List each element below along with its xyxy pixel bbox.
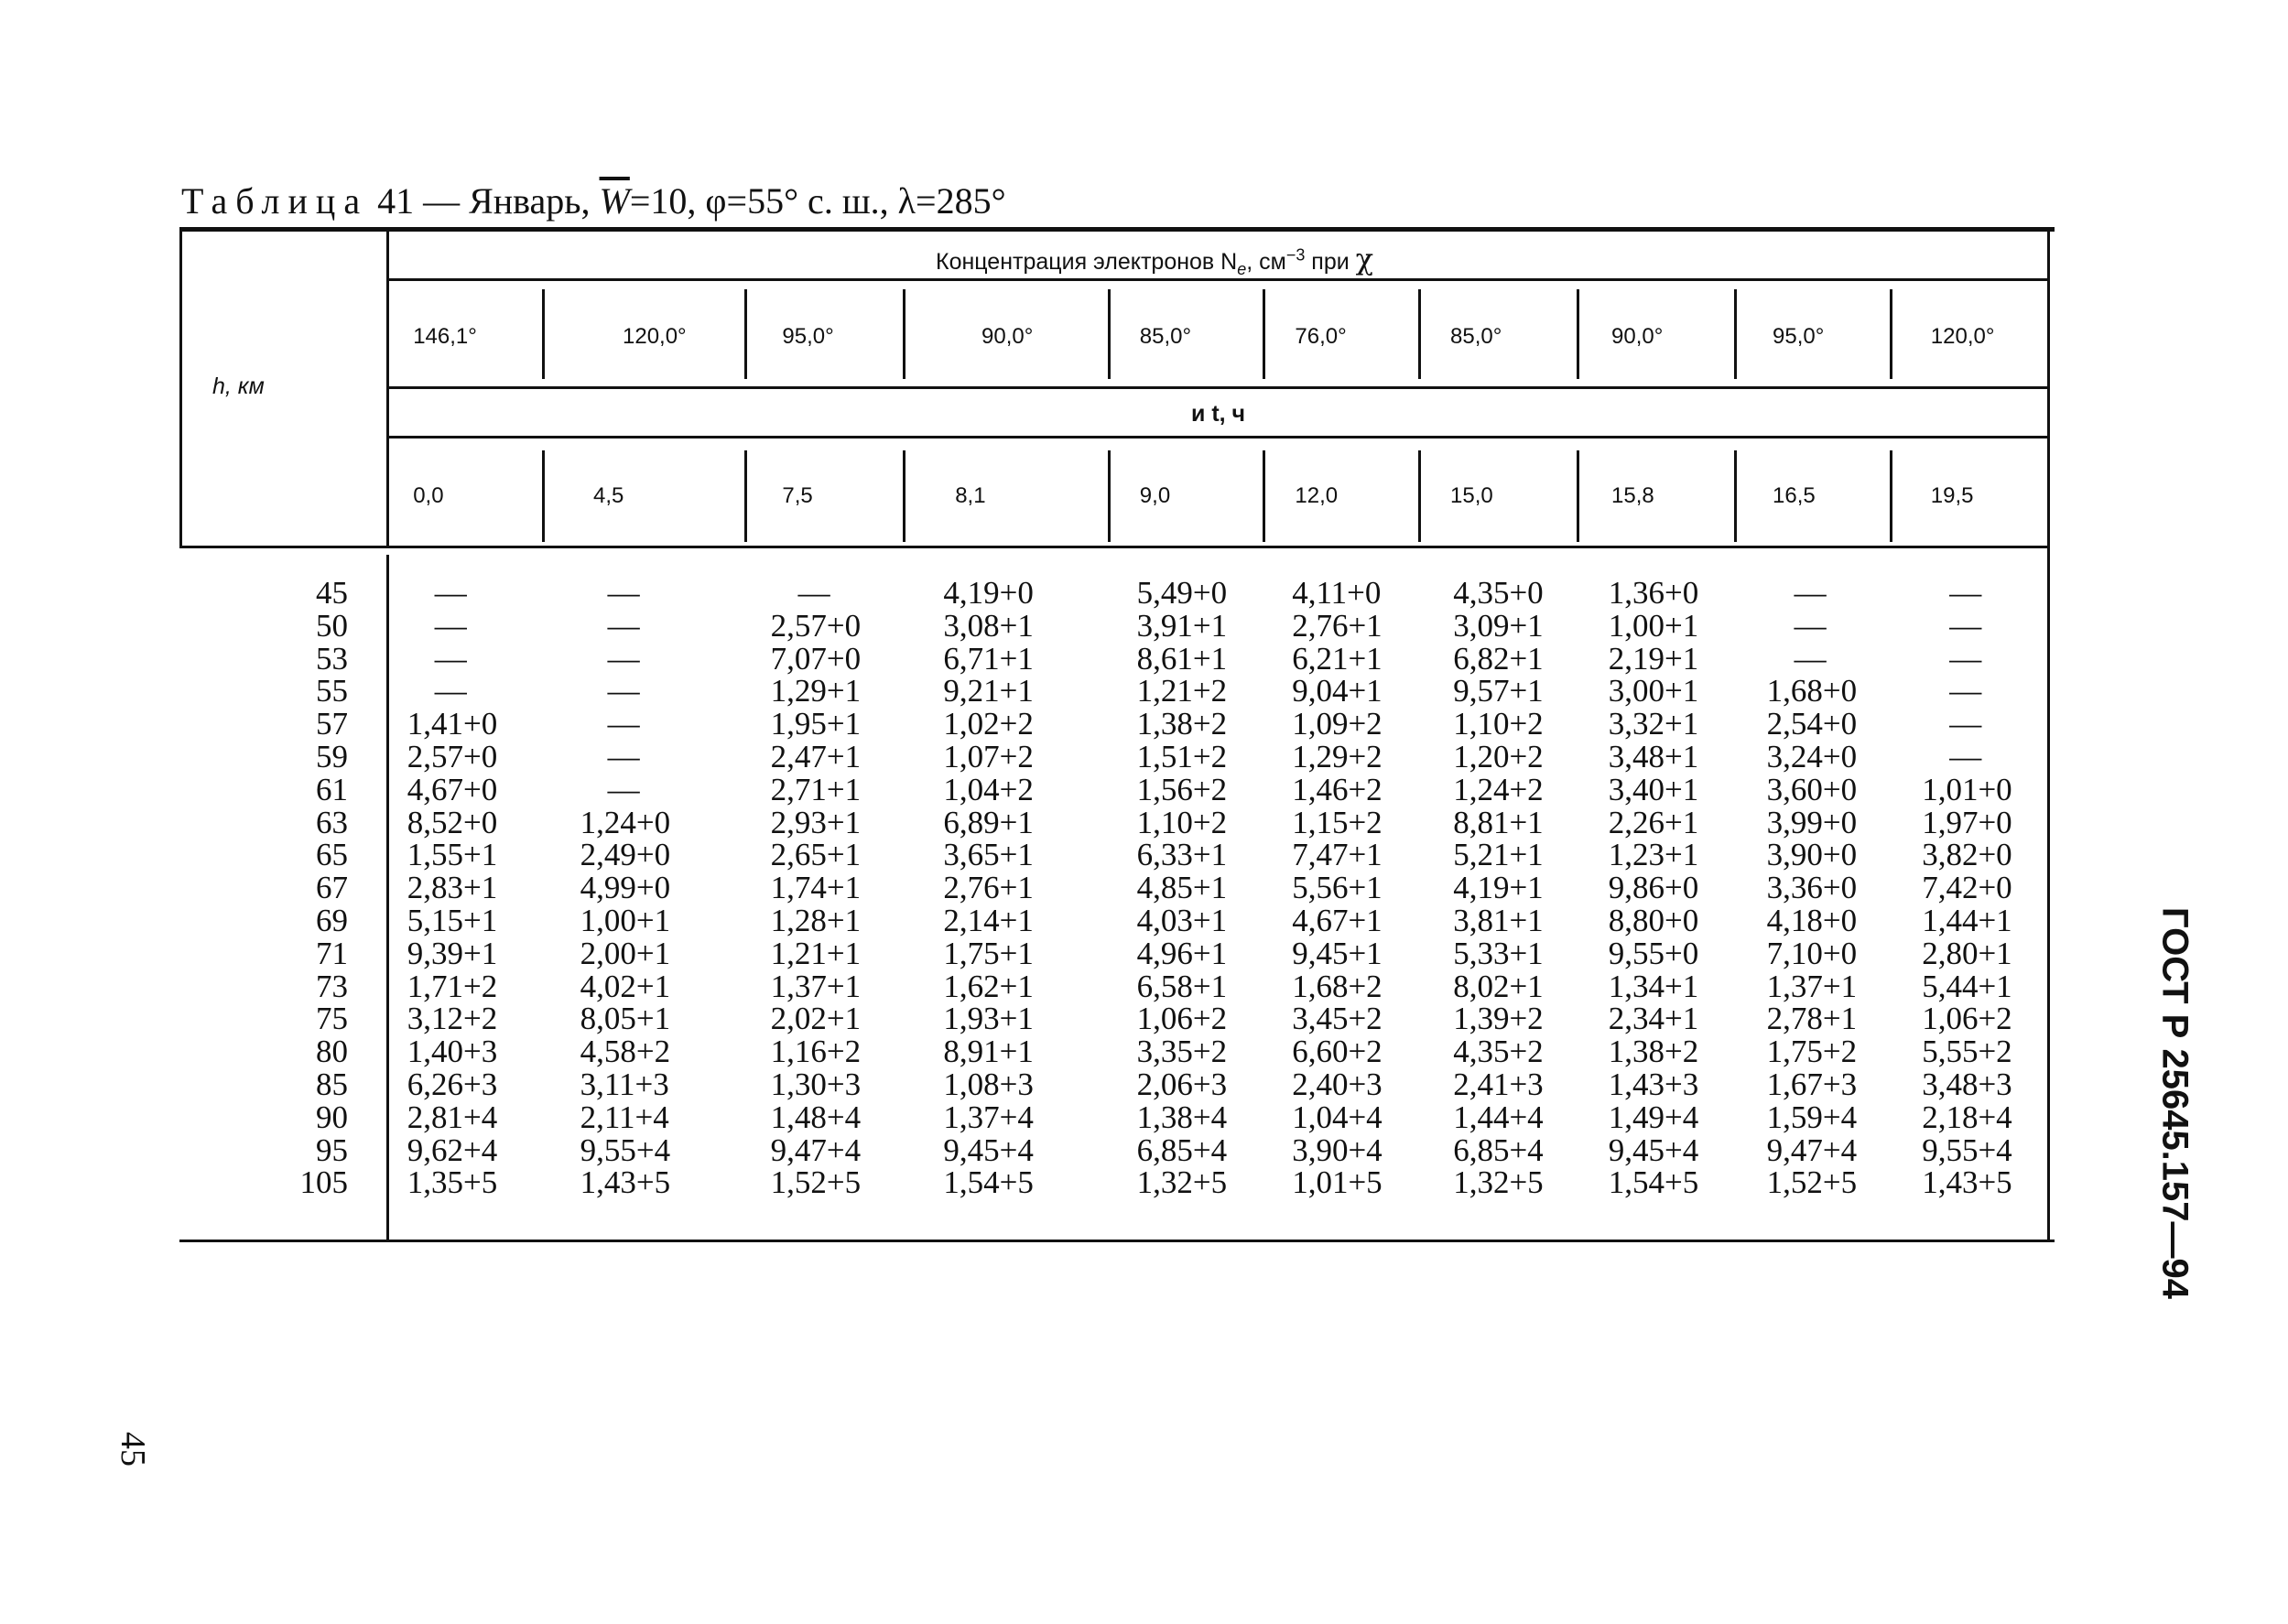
concentration-value: 3,82+0 — [1922, 837, 2012, 873]
concentration-value: 1,30+3 — [770, 1066, 862, 1102]
column-divider — [1734, 450, 1737, 542]
concentration-value: 4,85+1 — [1136, 870, 1228, 906]
chi-value: 95,0° — [782, 324, 834, 349]
column-divider — [903, 289, 905, 379]
column-divider — [1108, 289, 1111, 379]
chi-value: 120,0° — [623, 324, 687, 349]
concentration-value: 1,37+1 — [770, 968, 862, 1004]
concentration-value: 9,55+0 — [1608, 935, 1699, 971]
concentration-value: 1,54+5 — [943, 1164, 1034, 1201]
concentration-value: 1,10+2 — [1453, 706, 1544, 742]
concentration-value: 1,49+4 — [1608, 1099, 1699, 1135]
concentration-unit: , см — [1246, 249, 1286, 275]
concentration-value: 2,02+1 — [770, 1001, 862, 1037]
column-divider — [1890, 289, 1892, 379]
concentration-value: — — [1949, 607, 1982, 644]
column-divider — [542, 289, 545, 379]
concentration-value: 2,47+1 — [770, 739, 862, 774]
concentration-value: 1,97+0 — [1922, 804, 2012, 840]
page-number: 45 — [114, 1432, 152, 1467]
h-value: 73 — [316, 968, 348, 1004]
concentration-value: 3,35+2 — [1136, 1034, 1228, 1070]
concentration-value: 1,39+2 — [1453, 1001, 1544, 1037]
concentration-value: — — [1794, 640, 1827, 677]
concentration-value: 9,45+4 — [943, 1131, 1034, 1168]
concentration-value: — — [607, 640, 640, 677]
h-value: 85 — [316, 1066, 348, 1102]
t-value: 15,0 — [1450, 483, 1493, 508]
concentration-value: 1,48+4 — [770, 1099, 862, 1135]
h-value: 75 — [316, 1001, 348, 1037]
concentration-value: 4,35+0 — [1453, 575, 1544, 611]
concentration-value: 1,21+2 — [1136, 673, 1228, 709]
h-value: 80 — [316, 1034, 348, 1070]
concentration-value: 8,80+0 — [1608, 903, 1699, 938]
concentration-value: 2,26+1 — [1608, 804, 1699, 840]
concentration-value: 4,03+1 — [1136, 903, 1228, 938]
concentration-value: 3,36+0 — [1766, 870, 1858, 906]
concentration-value: 1,43+5 — [580, 1164, 671, 1201]
concentration-subscript: e — [1237, 260, 1247, 278]
t-value: 15,8 — [1611, 483, 1654, 508]
concentration-value: — — [1794, 575, 1827, 611]
concentration-value: 4,99+0 — [580, 870, 671, 906]
concentration-value: 1,34+1 — [1608, 968, 1699, 1004]
concentration-value: 6,85+4 — [1136, 1131, 1228, 1168]
concentration-value: 4,35+2 — [1453, 1034, 1544, 1070]
concentration-value: 1,68+2 — [1292, 968, 1383, 1004]
concentration-value: 6,82+1 — [1453, 640, 1544, 677]
h-value: 90 — [316, 1099, 348, 1135]
concentration-value: — — [1949, 640, 1982, 677]
concentration-value: 5,44+1 — [1922, 968, 2012, 1004]
chi-value: 76,0° — [1295, 324, 1347, 349]
concentration-value: 9,21+1 — [943, 673, 1034, 709]
concentration-value: 1,01+0 — [1922, 771, 2012, 807]
concentration-value: 2,78+1 — [1766, 1001, 1858, 1037]
concentration-value: 1,41+0 — [407, 706, 498, 742]
h-value: 63 — [316, 804, 348, 840]
chi-value: 146,1° — [413, 324, 477, 349]
concentration-value: 1,07+2 — [943, 739, 1034, 774]
concentration-value: 9,47+4 — [1766, 1131, 1858, 1168]
concentration-value: — — [1949, 673, 1982, 709]
concentration-value: 9,55+4 — [1922, 1131, 2012, 1168]
caption-number-month: 41 — Январь, — [368, 180, 600, 222]
concentration-value: — — [434, 575, 467, 611]
concentration-value: 4,96+1 — [1136, 935, 1228, 971]
left-border-header — [179, 227, 182, 546]
h-value: 105 — [299, 1164, 348, 1201]
concentration-value: 5,15+1 — [407, 903, 498, 938]
concentration-value: 4,58+2 — [580, 1034, 671, 1070]
concentration-value: 2,00+1 — [580, 935, 671, 971]
column-divider — [1263, 289, 1265, 379]
concentration-value: 3,45+2 — [1292, 1001, 1383, 1037]
concentration-value: 1,04+4 — [1292, 1099, 1383, 1135]
concentration-value: 2,57+0 — [770, 607, 862, 644]
concentration-value: 3,91+1 — [1136, 607, 1228, 644]
h-value: 95 — [316, 1131, 348, 1168]
h-value: 69 — [316, 903, 348, 938]
concentration-value: 1,04+2 — [943, 771, 1034, 807]
concentration-value: 2,14+1 — [943, 903, 1034, 938]
caption-params: =10, φ=55° с. ш., λ=285° — [629, 180, 1006, 222]
concentration-exponent: −3 — [1285, 245, 1306, 265]
concentration-value: 1,71+2 — [407, 968, 498, 1004]
column-divider — [744, 289, 747, 379]
concentration-value: 3,60+0 — [1766, 771, 1858, 807]
concentration-value: 5,55+2 — [1922, 1034, 2012, 1070]
concentration-value: 6,89+1 — [943, 804, 1034, 840]
concentration-value: 2,06+3 — [1136, 1066, 1228, 1102]
concentration-value: 1,29+2 — [1292, 739, 1383, 774]
concentration-value: 3,32+1 — [1608, 706, 1699, 742]
concentration-value: 3,00+1 — [1608, 673, 1699, 709]
concentration-value: 1,74+1 — [770, 870, 862, 906]
t-value: 19,5 — [1930, 483, 1974, 508]
concentration-value: 8,61+1 — [1136, 640, 1228, 677]
concentration-value: 3,81+1 — [1453, 903, 1544, 938]
concentration-value: 1,46+2 — [1292, 771, 1383, 807]
column-divider — [542, 450, 545, 542]
concentration-value: — — [1949, 575, 1982, 611]
concentration-value: — — [607, 706, 640, 742]
t-value: 16,5 — [1773, 483, 1816, 508]
concentration-value: — — [607, 607, 640, 644]
concentration-value: 1,93+1 — [943, 1001, 1034, 1037]
concentration-value: 1,38+2 — [1136, 706, 1228, 742]
concentration-value: — — [1949, 706, 1982, 742]
concentration-value: 4,19+0 — [943, 575, 1034, 611]
concentration-value: — — [434, 607, 467, 644]
concentration-value: 4,02+1 — [580, 968, 671, 1004]
concentration-value: 2,40+3 — [1292, 1066, 1383, 1102]
document-code: ГОСТ Р 25645.157—94 — [2154, 906, 2196, 1300]
concentration-value: 1,67+3 — [1766, 1066, 1858, 1102]
concentration-value: 1,56+2 — [1136, 771, 1228, 807]
concentration-value: 2,11+4 — [580, 1099, 669, 1135]
concentration-value: 5,49+0 — [1136, 575, 1228, 611]
concentration-value: 9,55+4 — [580, 1131, 671, 1168]
column-divider — [1418, 289, 1421, 379]
column-divider — [1890, 450, 1892, 542]
concentration-value: 3,48+1 — [1608, 739, 1699, 774]
concentration-value: 3,09+1 — [1453, 607, 1544, 644]
concentration-value: 1,54+5 — [1608, 1164, 1699, 1201]
concentration-value: 5,21+1 — [1453, 837, 1544, 873]
concentration-value: 3,11+3 — [580, 1066, 669, 1102]
concentration-value: 1,00+1 — [1608, 607, 1699, 644]
concentration-value: 2,34+1 — [1608, 1001, 1699, 1037]
concentration-value: 8,02+1 — [1453, 968, 1544, 1004]
concentration-value: 9,45+1 — [1292, 935, 1383, 971]
h-value: 55 — [316, 673, 348, 709]
h-value: 71 — [316, 935, 348, 971]
concentration-value: 7,07+0 — [770, 640, 862, 677]
concentration-value: 3,08+1 — [943, 607, 1034, 644]
concentration-value: 6,60+2 — [1292, 1034, 1383, 1070]
concentration-value: — — [434, 673, 467, 709]
t-hours-header: и t, ч — [1191, 401, 1246, 427]
column-divider — [1734, 289, 1737, 379]
concentration-value: 1,59+4 — [1766, 1099, 1858, 1135]
concentration-value: 1,44+1 — [1922, 903, 2012, 938]
chi-value: 90,0° — [1611, 324, 1664, 349]
concentration-value: 8,91+1 — [943, 1034, 1034, 1070]
concentration-value: 1,23+1 — [1608, 837, 1699, 873]
data-table — [179, 227, 2055, 1245]
concentration-value: 1,02+2 — [943, 706, 1034, 742]
concentration-value: 1,28+1 — [770, 903, 862, 938]
concentration-value: 1,06+2 — [1922, 1001, 2012, 1037]
h-value: 50 — [316, 607, 348, 644]
concentration-value: 9,04+1 — [1292, 673, 1383, 709]
concentration-value: 1,15+2 — [1292, 804, 1383, 840]
concentration-value: 1,38+4 — [1136, 1099, 1228, 1135]
concentration-value: 9,39+1 — [407, 935, 498, 971]
concentration-value: 2,65+1 — [770, 837, 862, 873]
h-column-divider-header — [386, 227, 389, 546]
concentration-value: 4,19+1 — [1453, 870, 1544, 906]
concentration-value: 2,76+1 — [1292, 607, 1383, 644]
concentration-value: 8,52+0 — [407, 804, 498, 840]
concentration-value: 1,35+5 — [407, 1164, 498, 1201]
concentration-value: 3,12+2 — [407, 1001, 498, 1037]
concentration-value: 2,18+4 — [1922, 1099, 2012, 1135]
concentration-value: — — [607, 673, 640, 709]
concentration-value: 2,41+3 — [1453, 1066, 1544, 1102]
concentration-header — [936, 242, 1373, 279]
table-caption — [181, 179, 1006, 222]
concentration-value: — — [434, 640, 467, 677]
column-divider — [1418, 450, 1421, 542]
h-value: 45 — [316, 575, 348, 611]
h-value: 67 — [316, 870, 348, 906]
concentration-value: 1,62+1 — [943, 968, 1034, 1004]
concentration-value: — — [607, 771, 640, 807]
concentration-value: 1,55+1 — [407, 837, 498, 873]
concentration-at: при — [1305, 249, 1356, 275]
chi-value: 90,0° — [981, 324, 1034, 349]
concentration-value: 1,75+1 — [943, 935, 1034, 971]
concentration-value: 1,37+1 — [1766, 968, 1858, 1004]
concentration-value: 1,43+3 — [1608, 1066, 1699, 1102]
concentration-value: 1,52+5 — [1766, 1164, 1858, 1201]
concentration-value: 8,81+1 — [1453, 804, 1544, 840]
concentration-value: 9,62+4 — [407, 1131, 498, 1168]
concentration-value: 3,65+1 — [943, 837, 1034, 873]
concentration-label: Концентрация электронов N — [936, 249, 1238, 275]
concentration-value: 4,67+1 — [1292, 903, 1383, 938]
concentration-value: 1,38+2 — [1608, 1034, 1699, 1070]
concentration-value: 2,80+1 — [1922, 935, 2012, 971]
t-value: 0,0 — [413, 483, 444, 508]
concentration-value: 1,08+3 — [943, 1066, 1034, 1102]
concentration-value: 4,11+0 — [1292, 575, 1382, 611]
concentration-value: 4,18+0 — [1766, 903, 1858, 938]
concentration-value: 2,57+0 — [407, 739, 498, 774]
table-bottom-rule — [179, 1240, 2055, 1242]
h-value: 61 — [316, 771, 348, 807]
concentration-value: 1,43+5 — [1922, 1164, 2012, 1201]
concentration-value: 5,33+1 — [1453, 935, 1544, 971]
column-divider — [744, 450, 747, 542]
concentration-value: 1,68+0 — [1766, 673, 1858, 709]
header-rule-3 — [388, 436, 2047, 438]
concentration-value: — — [1949, 739, 1982, 774]
h-km-header: h, км — [212, 374, 265, 399]
concentration-value: 6,21+1 — [1292, 640, 1383, 677]
concentration-value: 1,32+5 — [1453, 1164, 1544, 1201]
concentration-value: 1,40+3 — [407, 1034, 498, 1070]
concentration-value: 1,52+5 — [770, 1164, 862, 1201]
concentration-value: 1,37+4 — [943, 1099, 1034, 1135]
concentration-value: 6,85+4 — [1453, 1131, 1544, 1168]
concentration-value: 3,48+3 — [1922, 1066, 2012, 1102]
chi-value: 95,0° — [1773, 324, 1825, 349]
concentration-value: — — [797, 575, 830, 611]
concentration-value: 2,54+0 — [1766, 706, 1858, 742]
concentration-value: 1,10+2 — [1136, 804, 1228, 840]
concentration-value: — — [1794, 607, 1827, 644]
column-divider — [1263, 450, 1265, 542]
concentration-value: 2,93+1 — [770, 804, 862, 840]
concentration-value: 1,16+2 — [770, 1034, 862, 1070]
chi-value: 85,0° — [1139, 324, 1192, 349]
column-divider — [903, 450, 905, 542]
column-divider — [1577, 450, 1579, 542]
concentration-value: — — [607, 575, 640, 611]
concentration-value: — — [607, 739, 640, 774]
h-value: 57 — [316, 706, 348, 742]
concentration-value: 7,47+1 — [1292, 837, 1383, 873]
concentration-value: 9,86+0 — [1608, 870, 1699, 906]
h-value: 59 — [316, 739, 348, 774]
concentration-value: 1,20+2 — [1453, 739, 1544, 774]
header-rule-2 — [388, 386, 2047, 389]
concentration-value: 7,42+0 — [1922, 870, 2012, 906]
concentration-value: 1,24+0 — [580, 804, 671, 840]
h-value: 53 — [316, 640, 348, 677]
concentration-value: 9,57+1 — [1453, 673, 1544, 709]
concentration-value: 4,67+0 — [407, 771, 498, 807]
chi-symbol: χ — [1355, 242, 1374, 276]
concentration-value: 1,09+2 — [1292, 706, 1383, 742]
concentration-value: 3,90+4 — [1292, 1131, 1383, 1168]
concentration-value: 5,56+1 — [1292, 870, 1383, 906]
concentration-value: 6,71+1 — [943, 640, 1034, 677]
right-border — [2047, 227, 2050, 1242]
h-value: 65 — [316, 837, 348, 873]
concentration-value: 3,99+0 — [1766, 804, 1858, 840]
table-top-rule — [179, 227, 2055, 232]
concentration-value: 6,26+3 — [407, 1066, 498, 1102]
concentration-value: 3,90+0 — [1766, 837, 1858, 873]
t-value: 4,5 — [593, 483, 624, 508]
concentration-value: 2,81+4 — [407, 1099, 498, 1135]
concentration-value: 1,21+1 — [770, 935, 862, 971]
t-value: 9,0 — [1139, 483, 1171, 508]
t-value: 7,5 — [782, 483, 813, 508]
concentration-value: 1,06+2 — [1136, 1001, 1228, 1037]
concentration-value: 1,01+5 — [1292, 1164, 1383, 1201]
concentration-value: 1,32+5 — [1136, 1164, 1228, 1201]
concentration-value: 2,71+1 — [770, 771, 862, 807]
concentration-value: 1,51+2 — [1136, 739, 1228, 774]
concentration-value: 1,36+0 — [1608, 575, 1699, 611]
concentration-value: 1,24+2 — [1453, 771, 1544, 807]
concentration-value: 3,24+0 — [1766, 739, 1858, 774]
concentration-value: 8,05+1 — [580, 1001, 671, 1037]
header-bottom-rule — [179, 546, 2047, 548]
t-value: 8,1 — [955, 483, 986, 508]
caption-table-word: Таблица — [181, 180, 369, 222]
concentration-value: 6,33+1 — [1136, 837, 1228, 873]
chi-value: 120,0° — [1930, 324, 1995, 349]
column-divider — [1108, 450, 1111, 542]
concentration-value: 6,58+1 — [1136, 968, 1228, 1004]
concentration-value: 3,40+1 — [1608, 771, 1699, 807]
concentration-value: 1,95+1 — [770, 706, 862, 742]
concentration-value: 1,44+4 — [1453, 1099, 1544, 1135]
concentration-value: 2,83+1 — [407, 870, 498, 906]
concentration-value: 9,47+4 — [770, 1131, 862, 1168]
column-divider — [1577, 289, 1579, 379]
caption-w-symbol: $\overline{W}$ — [599, 180, 630, 222]
h-column-divider-body — [386, 555, 389, 1240]
chi-value: 85,0° — [1450, 324, 1502, 349]
concentration-value: 1,00+1 — [580, 903, 671, 938]
concentration-value: 2,76+1 — [943, 870, 1034, 906]
concentration-value: 9,45+4 — [1608, 1131, 1699, 1168]
concentration-value: 7,10+0 — [1766, 935, 1858, 971]
concentration-value: 1,75+2 — [1766, 1034, 1858, 1070]
concentration-value: 1,29+1 — [770, 673, 862, 709]
t-value: 12,0 — [1295, 483, 1339, 508]
concentration-value: 2,19+1 — [1608, 640, 1699, 677]
concentration-value: 2,49+0 — [580, 837, 671, 873]
